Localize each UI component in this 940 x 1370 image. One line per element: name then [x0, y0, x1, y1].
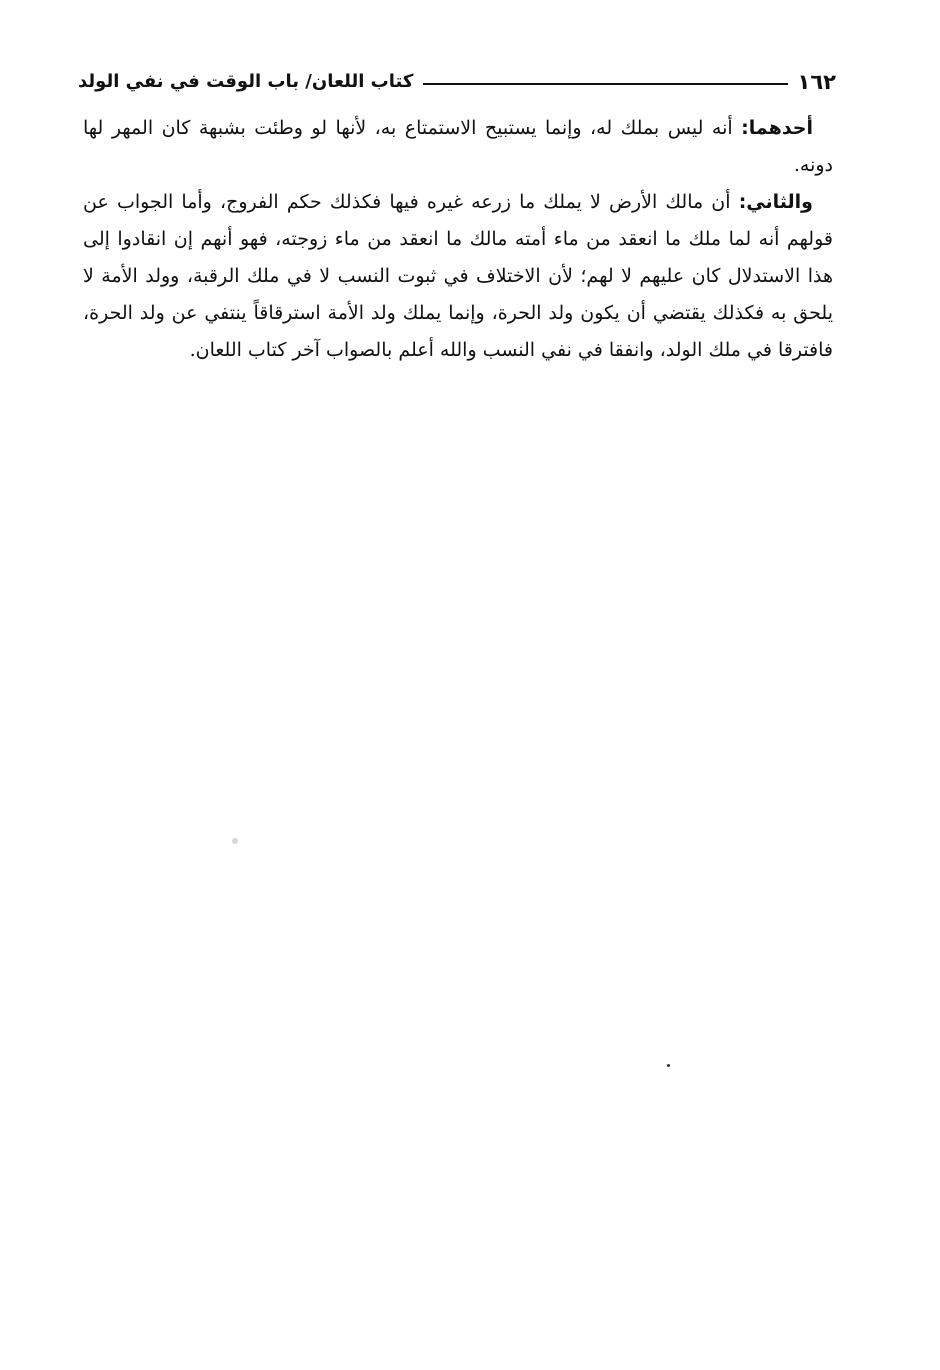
paragraph-lead: أحدهما:: [741, 117, 813, 139]
scan-speck: [667, 1064, 670, 1067]
body-text: [83, 110, 833, 369]
running-header: [78, 62, 836, 102]
running-title: كتاب اللعان/ باب الوقت في نفي الولد: [78, 71, 414, 92]
paragraph-text: أنه ليس بملك له، وإنما يستبيح الاستمتاع به، لأنها لو وطئت بشبهة كان المهر لها دونه.: [83, 117, 833, 176]
paragraph-lead: والثاني:: [738, 191, 813, 213]
paragraph-text: أن مالك الأرض لا يملك ما زرعه غيره فيها فكذلك حكم الفروج، وأما الجواب عن قولهم أنه لما ملك ما انعقد من ماء أمته مالك ما انعقد من ماء زوجته، فهو أنهم إن انقادوا إلى هذا الاستدلال كان عليهم لا لهم؛ لأن الاختلاف في ثبوت النسب لا في ملك الرقبة، وولد الأمة لا يلحق به فكذلك يقتضي أن يكون ولد الحرة، وإنما يملك ولد الأمة استرقاقاً ينتفي عن ولد الحرة، فافترقا في ملك الولد، وانفقا في نفي النسب والله أعلم بالصواب آخر كتاب اللعان.: [83, 191, 833, 361]
page-number: ١٦٢: [797, 69, 836, 94]
paragraph-first-reason: [83, 110, 833, 184]
paragraph-second-reason: [83, 184, 833, 369]
scan-speck: [232, 838, 238, 844]
header-rule: [423, 83, 787, 85]
